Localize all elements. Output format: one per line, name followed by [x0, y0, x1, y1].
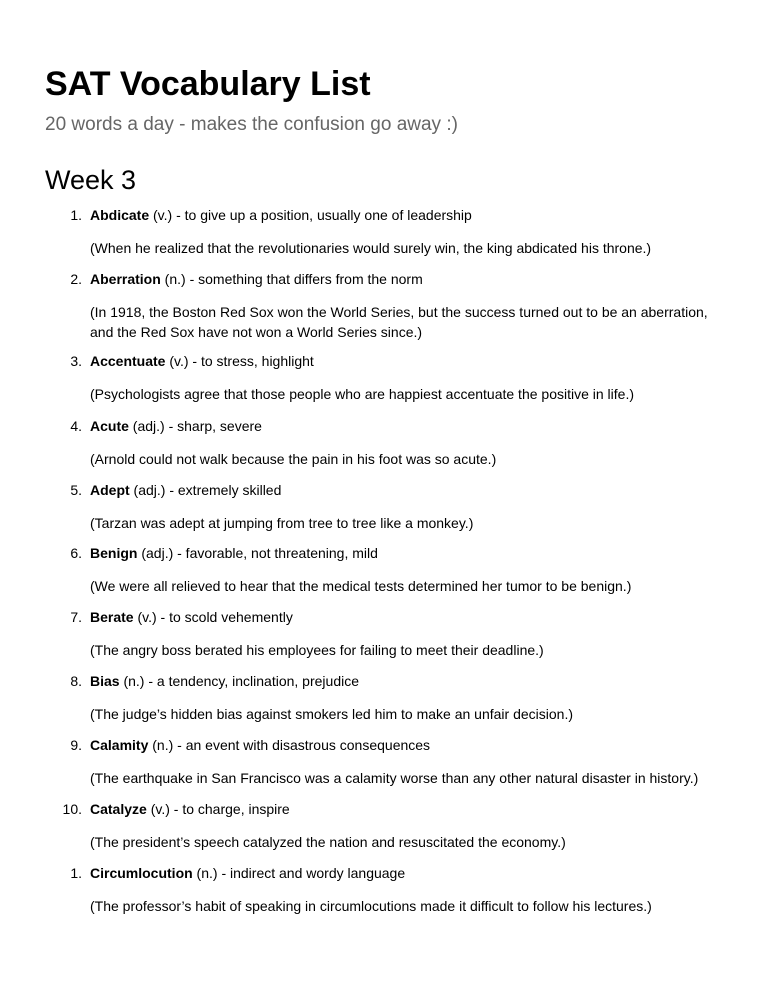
word-definition: (n.) - indirect and wordy language — [192, 865, 406, 881]
vocab-word: Catalyze — [90, 801, 147, 817]
list-item-definition — [90, 481, 710, 499]
list-item-definition — [90, 417, 710, 435]
vocab-word: Benign — [90, 545, 138, 561]
list-item-number: 5. — [70, 482, 82, 498]
example-sentence: (The professor’s habit of speaking in circumlocutions made it difficult to follow his lectures.) — [90, 898, 652, 914]
word-definition: (v.) - to give up a position, usually one of leadership — [149, 207, 472, 223]
vocab-word: Circumlocution — [90, 865, 193, 881]
vocab-word: Aberration — [90, 271, 161, 287]
example-sentence: (The president’s speech catalyzed the nation and resuscitated the economy.) — [90, 834, 566, 850]
word-definition: (n.) - an event with disastrous consequences — [148, 737, 431, 753]
list-item-definition — [90, 270, 710, 288]
example-sentence: (Arnold could not walk because the pain in his foot was so acute.) — [90, 451, 497, 467]
vocab-word: Adept — [90, 482, 130, 498]
list-item-definition — [90, 736, 710, 754]
example-sentence: (The judge’s hidden bias against smokers led him to make an unfair decision.) — [90, 706, 573, 722]
list-item-number: 3. — [70, 353, 82, 369]
list-item-number: 6. — [70, 545, 82, 561]
example-sentence: (Tarzan was adept at jumping from tree to tree like a monkey.) — [90, 515, 474, 531]
word-definition: (adj.) - favorable, not threatening, mild — [137, 545, 378, 561]
section-heading: Week 3 — [45, 165, 137, 195]
list-item-number: 1. — [70, 207, 82, 223]
vocab-word: Acute — [90, 418, 129, 434]
word-definition: (n.) - a tendency, inclination, prejudice — [119, 673, 359, 689]
word-definition: (n.) - something that differs from the norm — [160, 271, 423, 287]
list-item-number: 1. — [70, 865, 82, 881]
word-definition: (adj.) - extremely skilled — [129, 482, 282, 498]
example-sentence: (The earthquake in San Francisco was a calamity worse than any other natural disaster in history.) — [90, 770, 699, 786]
vocab-word: Abdicate — [90, 207, 150, 223]
list-item-definition — [90, 672, 710, 690]
vocab-word: Accentuate — [90, 353, 166, 369]
list-item-definition — [90, 544, 710, 562]
list-item-definition — [90, 352, 710, 370]
document-subtitle: 20 words a day - makes the confusion go away :) — [45, 114, 458, 135]
example-sentence: (The angry boss berated his employees for failing to meet their deadline.) — [90, 642, 544, 658]
list-item-definition — [90, 206, 710, 224]
vocab-word: Bias — [90, 673, 120, 689]
list-item-number: 10. — [62, 801, 82, 817]
list-item-number: 7. — [70, 609, 82, 625]
vocab-word: Berate — [90, 609, 134, 625]
list-item-number: 9. — [70, 737, 82, 753]
list-item-number: 2. — [70, 271, 82, 287]
list-item-definition — [90, 800, 710, 818]
example-sentence: (We were all relieved to hear that the medical tests determined her tumor to be benign.) — [90, 578, 632, 594]
example-sentence: (In 1918, the Boston Red Sox won the World Series, but the success turned out to be an aberration, and the Red Sox have not won a World Series since.) — [90, 304, 708, 340]
list-item-definition — [90, 608, 710, 626]
list-item-number: 8. — [70, 673, 82, 689]
word-definition: (v.) - to scold vehemently — [133, 609, 293, 625]
list-item-number: 4. — [70, 418, 82, 434]
word-definition: (adj.) - sharp, severe — [128, 418, 262, 434]
document-title: SAT Vocabulary List — [45, 65, 371, 103]
list-item-definition — [90, 864, 710, 882]
example-sentence: (Psychologists agree that those people who are happiest accentuate the positive in life.) — [90, 386, 634, 402]
word-definition: (v.) - to stress, highlight — [165, 353, 314, 369]
example-sentence: (When he realized that the revolutionaries would surely win, the king abdicated his throne.) — [90, 240, 652, 256]
vocab-word: Calamity — [90, 737, 149, 753]
word-definition: (v.) - to charge, inspire — [146, 801, 290, 817]
